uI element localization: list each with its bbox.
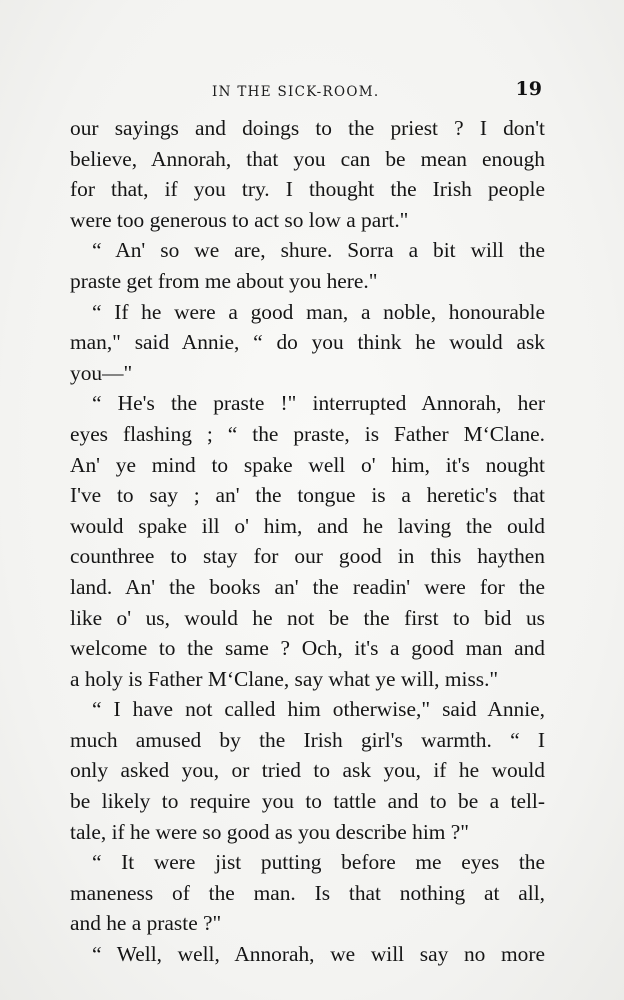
text-line: “ He's the praste !" interrupted Annorah, her [92,391,545,416]
text-line: for that, if you try. I thought the Irish people [70,177,545,202]
text-line: “ It were jist putting before me eyes the [92,850,545,875]
text-line: eyes flashing ; “ the praste, is Father M‘Clane. [70,421,545,446]
text-line: I've to say ; an' the tongue is a heretic's that [70,483,545,508]
running-head: IN THE SICK-ROOM. [212,84,380,100]
page-number: 19 [515,78,542,100]
text-line: much amused by the Irish girl's warmth. “ I [70,727,545,752]
text-line: An' ye mind to spake well o' him, it's nought [70,452,545,477]
text-line: praste get from me about you here." [70,268,378,293]
text-line: “ Well, well, Annorah, we will say no more [92,942,545,967]
text-line: like o' us, would he not be the first to bid us [70,605,545,630]
text-line: our sayings and doings to the priest ? I don't [70,116,545,140]
text-line: believe, Annorah, that you can be mean enough [70,146,545,171]
text-line: would spake ill o' him, and he laving the ould [70,513,545,538]
text-line: only asked you, or tried to ask you, if he would [70,758,545,783]
text-line: a holy is Father M‘Clane, say what ye will, miss." [70,666,499,691]
text-line: be likely to require you to tattle and to be a tell- [70,789,545,814]
body-text [70,113,545,970]
text-line: “ I have not called him otherwise," said Annie, [92,697,545,722]
text-line: you—" [70,360,133,385]
text-line: were too generous to act so low a part." [70,207,409,232]
text-line: tale, if he were so good as you describe him ?" [70,819,469,844]
text-line: “ An' so we are, shure. Sorra a bit will the [92,238,545,263]
page-header [70,78,542,108]
text-line: counthree to stay for our good in this haythen [70,544,545,569]
text-line: and he a praste ?" [70,911,222,936]
text-line: “ If he were a good man, a noble, honourable [92,299,545,324]
text-line: maneness of the man. Is that nothing at all, [70,880,545,905]
text-line: land. An' the books an' the readin' were for the [70,574,545,599]
text-line: man," said Annie, “ do you think he would ask [70,330,545,355]
text-line: welcome to the same ? Och, it's a good man and [70,636,545,661]
